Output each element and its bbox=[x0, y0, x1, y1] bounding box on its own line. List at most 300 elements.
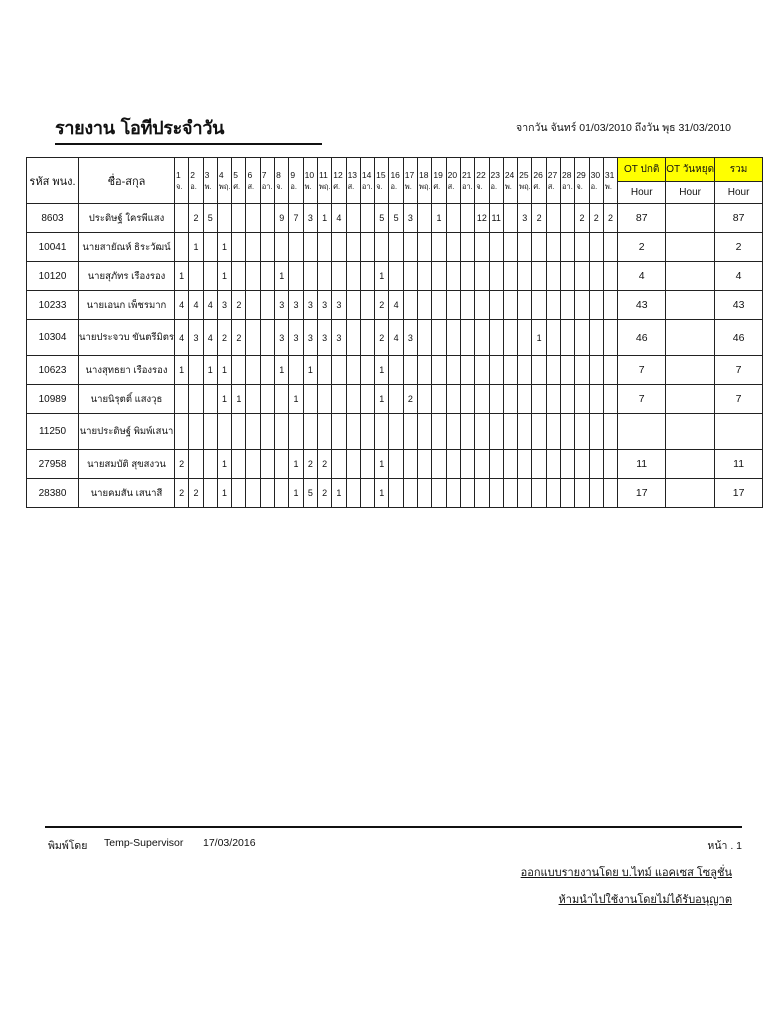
header-day bbox=[332, 158, 346, 204]
header-day bbox=[489, 158, 503, 204]
day-hours bbox=[203, 385, 217, 414]
day-hours bbox=[389, 262, 403, 291]
ot-normal-hours: 46 bbox=[618, 320, 666, 356]
day-hours bbox=[232, 356, 246, 385]
day-number: 19 bbox=[433, 169, 443, 180]
day-hours bbox=[303, 262, 317, 291]
day-hours bbox=[589, 450, 603, 479]
day-weekday: อา. bbox=[361, 181, 373, 191]
day-hours bbox=[460, 385, 474, 414]
day-hours: 4 bbox=[175, 320, 189, 356]
day-hours bbox=[360, 414, 374, 450]
total-hours: 11 bbox=[715, 450, 763, 479]
day-hours: 2 bbox=[175, 450, 189, 479]
day-number: 24 bbox=[504, 169, 515, 180]
day-hours bbox=[518, 414, 532, 450]
day-hours bbox=[475, 356, 489, 385]
header-day bbox=[575, 158, 589, 204]
day-hours bbox=[460, 204, 474, 233]
day-hours bbox=[317, 385, 331, 414]
day-hours bbox=[203, 414, 217, 450]
day-hours bbox=[575, 356, 589, 385]
day-hours bbox=[289, 414, 303, 450]
day-hours bbox=[589, 356, 603, 385]
day-number: 18 bbox=[419, 169, 429, 180]
day-hours bbox=[317, 414, 331, 450]
day-hours bbox=[432, 414, 446, 450]
day-hours bbox=[389, 479, 403, 508]
day-hours bbox=[603, 414, 617, 450]
table-row bbox=[27, 233, 763, 262]
day-number: 29 bbox=[576, 169, 586, 180]
day-hours bbox=[446, 414, 460, 450]
day-hours bbox=[246, 385, 260, 414]
day-number: 2 bbox=[190, 169, 196, 180]
day-hours: 2 bbox=[403, 385, 417, 414]
day-hours bbox=[418, 204, 432, 233]
day-hours bbox=[260, 385, 274, 414]
day-hours bbox=[446, 356, 460, 385]
day-hours bbox=[503, 450, 517, 479]
employee-code: 10304 bbox=[27, 320, 79, 356]
day-hours bbox=[575, 414, 589, 450]
day-hours: 1 bbox=[217, 479, 231, 508]
day-hours bbox=[332, 414, 346, 450]
day-hours bbox=[446, 479, 460, 508]
table-row bbox=[27, 291, 763, 320]
day-hours: 2 bbox=[375, 291, 389, 320]
day-hours bbox=[561, 385, 575, 414]
day-hours bbox=[418, 414, 432, 450]
day-weekday: อ. bbox=[490, 181, 498, 191]
day-weekday: ส. bbox=[347, 181, 355, 191]
header-ot-normal: OT ปกติ bbox=[618, 158, 666, 182]
employee-code: 10041 bbox=[27, 233, 79, 262]
day-number: 21 bbox=[461, 169, 472, 180]
day-hours bbox=[175, 233, 189, 262]
employee-code: 27958 bbox=[27, 450, 79, 479]
day-hours bbox=[503, 320, 517, 356]
day-number: 8 bbox=[276, 169, 281, 180]
day-hours: 1 bbox=[289, 385, 303, 414]
employee-name: นายประจวบ ขันตรีมิตร bbox=[79, 320, 175, 356]
day-hours bbox=[518, 262, 532, 291]
day-hours: 12 bbox=[475, 204, 489, 233]
day-hours bbox=[189, 356, 203, 385]
day-hours bbox=[360, 204, 374, 233]
day-hours bbox=[532, 479, 546, 508]
header-day bbox=[375, 158, 389, 204]
day-number: 30 bbox=[590, 169, 601, 180]
day-hours bbox=[460, 450, 474, 479]
day-hours bbox=[603, 479, 617, 508]
day-hours: 3 bbox=[275, 291, 289, 320]
day-hours bbox=[561, 356, 575, 385]
day-hours: 1 bbox=[375, 262, 389, 291]
ot-normal-hours bbox=[618, 414, 666, 450]
header-total: รวม bbox=[715, 158, 763, 182]
table-row bbox=[27, 385, 763, 414]
header-day bbox=[603, 158, 617, 204]
day-hours bbox=[589, 414, 603, 450]
table-row bbox=[27, 479, 763, 508]
day-hours bbox=[489, 385, 503, 414]
day-hours bbox=[475, 291, 489, 320]
day-hours bbox=[360, 233, 374, 262]
day-hours bbox=[503, 233, 517, 262]
day-number: 23 bbox=[490, 169, 500, 180]
day-hours bbox=[317, 356, 331, 385]
day-hours bbox=[375, 414, 389, 450]
day-hours bbox=[546, 262, 560, 291]
day-hours bbox=[403, 356, 417, 385]
day-hours bbox=[561, 450, 575, 479]
day-weekday: จ. bbox=[476, 181, 483, 191]
day-hours bbox=[532, 385, 546, 414]
ot-normal-hours: 7 bbox=[618, 356, 666, 385]
day-hours bbox=[503, 414, 517, 450]
day-hours bbox=[603, 233, 617, 262]
day-hours bbox=[546, 291, 560, 320]
day-hours bbox=[289, 262, 303, 291]
day-hours: 1 bbox=[217, 356, 231, 385]
day-hours: 9 bbox=[275, 204, 289, 233]
day-hours bbox=[289, 356, 303, 385]
day-hours: 2 bbox=[232, 320, 246, 356]
total-hours: 43 bbox=[715, 291, 763, 320]
ot-normal-hours: 11 bbox=[618, 450, 666, 479]
day-number: 5 bbox=[233, 169, 238, 180]
day-hours bbox=[503, 385, 517, 414]
day-number: 15 bbox=[376, 169, 386, 180]
day-hours bbox=[317, 233, 331, 262]
day-hours bbox=[489, 320, 503, 356]
day-weekday: อา. bbox=[261, 181, 273, 191]
ot-holiday-hours bbox=[666, 479, 715, 508]
day-hours: 4 bbox=[203, 291, 217, 320]
employee-name: นายประดิษฐ์ พิมพ์เสนา bbox=[79, 414, 175, 450]
day-hours bbox=[232, 233, 246, 262]
day-hours: 1 bbox=[375, 356, 389, 385]
usage-notice: ห้ามนำไปใช้งานโดยไม่ได้รับอนุญาต bbox=[558, 894, 732, 906]
day-hours bbox=[460, 414, 474, 450]
ot-holiday-hours bbox=[666, 385, 715, 414]
header-day bbox=[389, 158, 403, 204]
day-hours bbox=[489, 450, 503, 479]
day-hours bbox=[518, 385, 532, 414]
day-hours: 2 bbox=[317, 450, 331, 479]
ot-holiday-hours bbox=[666, 356, 715, 385]
day-hours bbox=[275, 233, 289, 262]
date-range: จากวัน จันทร์ 01/03/2010 ถึงวัน พุธ 31/03/2010 bbox=[516, 122, 731, 134]
header-code: รหัส พนง. bbox=[27, 158, 79, 204]
employee-name: นายเอนก เพ็ชรมาก bbox=[79, 291, 175, 320]
day-hours: 1 bbox=[175, 356, 189, 385]
header-day bbox=[475, 158, 489, 204]
table-row bbox=[27, 450, 763, 479]
day-hours bbox=[246, 479, 260, 508]
total-hours bbox=[715, 414, 763, 450]
day-number: 13 bbox=[347, 169, 358, 180]
employee-code: 8603 bbox=[27, 204, 79, 233]
day-hours: 2 bbox=[532, 204, 546, 233]
ot-holiday-hours bbox=[666, 262, 715, 291]
day-hours bbox=[332, 450, 346, 479]
day-weekday: ศ. bbox=[433, 181, 441, 191]
day-number: 28 bbox=[562, 169, 572, 180]
day-hours bbox=[232, 450, 246, 479]
day-weekday: อา. bbox=[461, 181, 473, 191]
footer-rule bbox=[45, 826, 742, 828]
day-hours: 1 bbox=[289, 450, 303, 479]
day-hours bbox=[603, 450, 617, 479]
header-unit-total: Hour bbox=[715, 182, 763, 204]
employee-name: นายสายัณห์ ธิระวัฒน์ bbox=[79, 233, 175, 262]
header-day bbox=[189, 158, 203, 204]
day-hours bbox=[360, 479, 374, 508]
day-hours bbox=[489, 291, 503, 320]
day-hours bbox=[332, 262, 346, 291]
day-hours: 1 bbox=[232, 385, 246, 414]
day-number: 9 bbox=[290, 169, 296, 180]
title-underline bbox=[55, 143, 322, 145]
day-hours bbox=[418, 291, 432, 320]
day-number: 31 bbox=[604, 169, 615, 180]
day-hours bbox=[346, 414, 360, 450]
day-weekday: พ. bbox=[404, 181, 412, 191]
day-hours bbox=[175, 414, 189, 450]
ot-normal-hours: 2 bbox=[618, 233, 666, 262]
day-hours bbox=[246, 204, 260, 233]
report-title: รายงาน โอทีประจำวัน bbox=[55, 118, 225, 139]
day-hours bbox=[189, 414, 203, 450]
day-hours bbox=[575, 320, 589, 356]
day-hours bbox=[532, 262, 546, 291]
day-hours: 1 bbox=[275, 262, 289, 291]
day-weekday: พ. bbox=[204, 181, 212, 191]
header-unit-ot-normal: Hour bbox=[618, 182, 666, 204]
day-weekday: ศ. bbox=[333, 181, 341, 191]
ot-normal-hours: 17 bbox=[618, 479, 666, 508]
day-hours bbox=[532, 414, 546, 450]
day-hours: 5 bbox=[203, 204, 217, 233]
day-hours bbox=[446, 450, 460, 479]
day-hours bbox=[303, 414, 317, 450]
day-hours bbox=[446, 262, 460, 291]
day-hours bbox=[575, 385, 589, 414]
total-hours: 4 bbox=[715, 262, 763, 291]
day-hours bbox=[303, 233, 317, 262]
day-hours: 2 bbox=[317, 479, 331, 508]
day-hours bbox=[460, 233, 474, 262]
day-hours bbox=[489, 356, 503, 385]
total-hours: 46 bbox=[715, 320, 763, 356]
day-hours: 2 bbox=[189, 479, 203, 508]
day-hours bbox=[360, 356, 374, 385]
header-day bbox=[232, 158, 246, 204]
day-hours bbox=[589, 262, 603, 291]
employee-code: 10623 bbox=[27, 356, 79, 385]
day-hours bbox=[275, 414, 289, 450]
day-hours bbox=[532, 233, 546, 262]
day-hours bbox=[246, 450, 260, 479]
day-weekday: พฤ. bbox=[419, 181, 431, 191]
day-hours: 4 bbox=[175, 291, 189, 320]
day-hours bbox=[561, 320, 575, 356]
ot-holiday-hours bbox=[666, 204, 715, 233]
day-hours bbox=[575, 233, 589, 262]
ot-normal-hours: 43 bbox=[618, 291, 666, 320]
day-hours bbox=[603, 356, 617, 385]
day-hours bbox=[232, 414, 246, 450]
day-hours bbox=[260, 233, 274, 262]
day-hours: 1 bbox=[532, 320, 546, 356]
day-hours bbox=[503, 262, 517, 291]
printed-by-user: Temp-Supervisor bbox=[104, 837, 184, 849]
day-hours bbox=[446, 233, 460, 262]
day-hours bbox=[246, 320, 260, 356]
day-number: 10 bbox=[304, 169, 315, 180]
day-hours: 5 bbox=[389, 204, 403, 233]
header-day bbox=[589, 158, 603, 204]
day-hours bbox=[518, 356, 532, 385]
employee-code: 11250 bbox=[27, 414, 79, 450]
day-hours: 3 bbox=[289, 291, 303, 320]
day-hours: 1 bbox=[217, 262, 231, 291]
header-day bbox=[217, 158, 231, 204]
day-hours bbox=[303, 385, 317, 414]
day-hours: 1 bbox=[303, 356, 317, 385]
employee-name: นายนิรุตติ์ แสงวุธ bbox=[79, 385, 175, 414]
day-hours bbox=[460, 262, 474, 291]
day-hours bbox=[546, 233, 560, 262]
day-hours: 2 bbox=[189, 204, 203, 233]
day-hours bbox=[432, 356, 446, 385]
employee-name: ประดิษฐ์ ใครพีแสง bbox=[79, 204, 175, 233]
day-hours: 2 bbox=[575, 204, 589, 233]
header-day bbox=[275, 158, 289, 204]
day-number: 17 bbox=[404, 169, 415, 180]
day-weekday: อ. bbox=[190, 181, 197, 191]
employee-name: นายคมสัน เสนาสี bbox=[79, 479, 175, 508]
day-hours bbox=[575, 479, 589, 508]
day-weekday: พ. bbox=[504, 181, 512, 191]
header-day bbox=[532, 158, 546, 204]
day-hours bbox=[518, 320, 532, 356]
day-hours bbox=[546, 385, 560, 414]
day-number: 16 bbox=[390, 169, 400, 180]
day-hours bbox=[418, 479, 432, 508]
day-hours bbox=[546, 320, 560, 356]
day-hours bbox=[289, 233, 303, 262]
day-hours bbox=[518, 291, 532, 320]
day-hours bbox=[260, 320, 274, 356]
day-weekday: จ. bbox=[576, 181, 583, 191]
day-hours: 3 bbox=[275, 320, 289, 356]
day-number: 25 bbox=[519, 169, 529, 180]
day-hours bbox=[246, 233, 260, 262]
day-hours bbox=[589, 385, 603, 414]
day-hours bbox=[589, 233, 603, 262]
day-weekday: พ. bbox=[304, 181, 312, 191]
table-row bbox=[27, 414, 763, 450]
day-hours bbox=[260, 479, 274, 508]
day-hours: 3 bbox=[303, 291, 317, 320]
ot-holiday-hours bbox=[666, 414, 715, 450]
day-hours bbox=[346, 291, 360, 320]
day-hours bbox=[418, 385, 432, 414]
day-hours: 3 bbox=[317, 320, 331, 356]
day-number: 3 bbox=[204, 169, 210, 180]
day-hours bbox=[260, 414, 274, 450]
day-weekday: พ. bbox=[604, 181, 612, 191]
table-row bbox=[27, 262, 763, 291]
day-hours bbox=[260, 291, 274, 320]
day-hours bbox=[561, 204, 575, 233]
table-row bbox=[27, 320, 763, 356]
day-hours: 1 bbox=[217, 385, 231, 414]
header-day bbox=[260, 158, 274, 204]
day-hours bbox=[460, 291, 474, 320]
day-hours bbox=[403, 450, 417, 479]
day-hours bbox=[475, 233, 489, 262]
day-hours bbox=[403, 262, 417, 291]
day-hours bbox=[175, 204, 189, 233]
day-hours: 1 bbox=[175, 262, 189, 291]
day-hours: 2 bbox=[589, 204, 603, 233]
header-day bbox=[289, 158, 303, 204]
header-row bbox=[27, 158, 763, 182]
header-day bbox=[446, 158, 460, 204]
day-weekday: พฤ. bbox=[218, 181, 231, 191]
table-row bbox=[27, 204, 763, 233]
day-weekday: ส. bbox=[447, 181, 455, 191]
day-hours bbox=[346, 233, 360, 262]
day-hours bbox=[189, 385, 203, 414]
header-name: ชื่อ-สกุล bbox=[79, 158, 175, 204]
page-number: หน้า . 1 bbox=[707, 840, 742, 852]
day-hours bbox=[489, 233, 503, 262]
day-hours bbox=[418, 450, 432, 479]
day-hours bbox=[432, 450, 446, 479]
day-hours: 1 bbox=[217, 450, 231, 479]
day-hours: 3 bbox=[403, 204, 417, 233]
day-hours: 1 bbox=[317, 204, 331, 233]
ot-holiday-hours bbox=[666, 233, 715, 262]
day-hours bbox=[561, 233, 575, 262]
employee-code: 10120 bbox=[27, 262, 79, 291]
ot-table bbox=[26, 157, 763, 508]
header-day bbox=[418, 158, 432, 204]
day-hours bbox=[432, 291, 446, 320]
day-hours bbox=[275, 479, 289, 508]
day-weekday: จ. bbox=[376, 181, 383, 191]
employee-code: 10233 bbox=[27, 291, 79, 320]
day-number: 1 bbox=[176, 169, 181, 180]
header-day bbox=[317, 158, 331, 204]
day-hours bbox=[175, 385, 189, 414]
day-hours bbox=[346, 356, 360, 385]
day-hours bbox=[475, 385, 489, 414]
day-hours: 1 bbox=[375, 385, 389, 414]
day-hours bbox=[203, 479, 217, 508]
day-hours bbox=[346, 320, 360, 356]
day-hours bbox=[503, 479, 517, 508]
day-hours bbox=[360, 450, 374, 479]
day-hours bbox=[518, 233, 532, 262]
day-hours bbox=[389, 233, 403, 262]
header-day bbox=[503, 158, 517, 204]
